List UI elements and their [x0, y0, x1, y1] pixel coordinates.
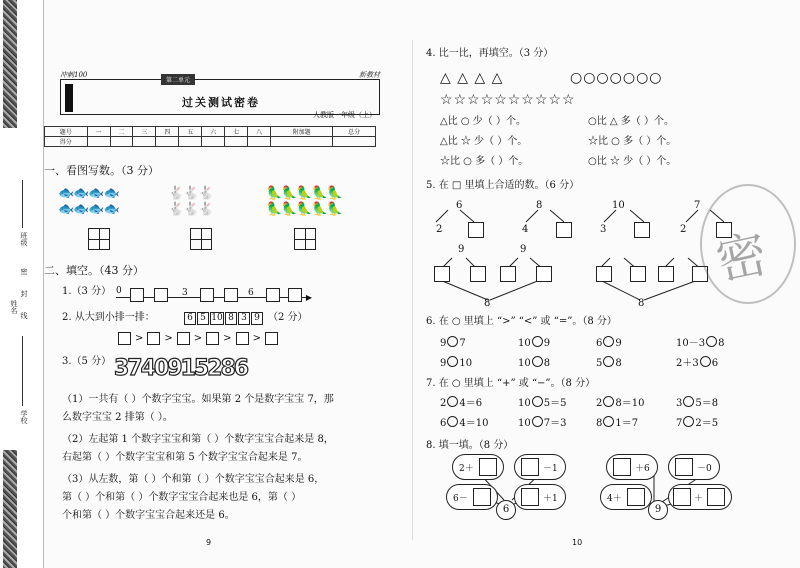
operand: 2 — [440, 398, 447, 409]
bond-base: 8 — [484, 298, 491, 309]
operand: 7＝3 — [543, 418, 567, 429]
operand: 8 — [718, 338, 725, 349]
operand: 9 — [543, 338, 551, 349]
score-cell[interactable] — [156, 137, 179, 147]
compare-blank[interactable] — [447, 336, 458, 347]
operand: 9 — [615, 338, 622, 349]
operand: 7 — [676, 418, 683, 429]
score-cell[interactable] — [202, 137, 225, 147]
score-cell[interactable] — [333, 137, 376, 147]
bond-top: 7 — [694, 200, 701, 211]
bond-top: 10 — [612, 200, 625, 211]
q7-item — [676, 394, 718, 414]
expr-blank[interactable] — [521, 488, 539, 506]
bond-blank[interactable] — [500, 266, 516, 282]
number-card: 9 — [251, 312, 263, 325]
grade-label: 人教版一年级（上） — [313, 111, 376, 119]
operator-blank[interactable] — [447, 416, 458, 427]
operand: 1＝7 — [615, 418, 639, 429]
score-cell[interactable] — [248, 137, 271, 147]
operand: 5＝8 — [695, 398, 719, 409]
expr-blank[interactable] — [707, 488, 725, 506]
operator-blank[interactable] — [532, 396, 543, 407]
q6-item — [518, 334, 596, 354]
operand: 10 — [459, 358, 473, 369]
q2-2-score: （2 分） — [268, 312, 308, 323]
expr-blank[interactable] — [613, 458, 631, 476]
score-header: 二 — [110, 127, 133, 137]
order-blank[interactable] — [236, 332, 249, 345]
gt-sign: > — [164, 333, 173, 344]
answer-box[interactable] — [190, 228, 212, 250]
q7-row — [440, 394, 718, 414]
score-header: 附加题 — [271, 127, 333, 137]
bond-blank[interactable] — [630, 266, 646, 282]
score-header: 六 — [202, 127, 225, 137]
q2-1-label: 1.（3 分） — [62, 286, 112, 297]
expr-text: ＋1 — [543, 494, 558, 504]
order-blank[interactable] — [118, 332, 131, 345]
q6-row — [440, 334, 724, 354]
operand: 2 — [596, 398, 603, 409]
cloud-box — [514, 454, 566, 480]
binding-strip — [3, 450, 17, 568]
q6-title: 6. 在 ○ 里填上 “>” “<” 或 “=”。（8 分） — [426, 316, 617, 327]
operand: 10 — [518, 398, 531, 409]
digit-babies: 3740915286 — [114, 356, 248, 381]
number-card: 6 — [184, 312, 196, 325]
gt-sign: > — [223, 333, 232, 344]
number-line-label: 0 — [116, 286, 122, 296]
q7-title: 7. 在 ○ 里填上 “+” 或 “−”。（8 分） — [426, 378, 596, 389]
expr-blank[interactable] — [521, 458, 539, 476]
expr-text: －0 — [697, 464, 712, 474]
gutter-line — [22, 180, 23, 228]
bond-top: 9 — [520, 244, 527, 255]
q4-line: ○比 △ 多（ ）个。 — [588, 116, 674, 127]
picture-ducks: 🐟🐟🐟🐟 🐟🐟🐟🐟 — [58, 186, 119, 217]
operand: 2＝5 — [695, 418, 719, 429]
picture-rabbits: 🐇🐇🐇 🐇🐇🐇 — [168, 186, 214, 217]
q6-item — [676, 334, 724, 354]
operator-blank[interactable] — [603, 416, 614, 427]
center-number: 9 — [648, 500, 668, 520]
expr-text: ＋ — [694, 494, 704, 504]
gt-sign: > — [193, 333, 203, 344]
score-header: 四 — [156, 127, 179, 137]
q6-grid — [440, 334, 724, 374]
center-number: 6 — [496, 500, 516, 520]
expr-blank[interactable] — [675, 458, 693, 476]
expr-text: ＋6 — [635, 464, 650, 474]
compare-blank[interactable] — [603, 356, 614, 367]
operator-blank[interactable] — [683, 416, 694, 427]
expr-text: －1 — [543, 464, 558, 474]
expr-blank[interactable] — [473, 488, 491, 506]
number-line — [116, 286, 312, 306]
binding-strip — [3, 0, 17, 128]
operand: 5＝5 — [543, 398, 567, 409]
picture-birds: 🦜🦜🦜🦜🦜 🦜🦜🦜🦜🦜 — [266, 186, 342, 217]
q8-title: 8. 填一填。（8 分） — [426, 440, 514, 451]
operand: 10 — [518, 338, 531, 349]
score-cell[interactable] — [110, 137, 133, 147]
q5-title: 5. 在 □ 里填上合适的数。（6 分） — [426, 180, 580, 191]
score-header: 七 — [225, 127, 248, 137]
q2-3-label: 3.（5 分） — [62, 356, 112, 367]
stars-row: ☆☆☆☆☆☆☆☆☆☆ — [440, 92, 576, 108]
number-line-label: 3 — [182, 288, 188, 298]
q2-2-label: 2. 从大到小排一排： — [62, 312, 155, 323]
bond-top: 9 — [458, 244, 465, 255]
number-line-blank[interactable] — [224, 288, 238, 302]
order-blank[interactable] — [177, 332, 190, 345]
paper-header — [60, 70, 380, 120]
operator-blank[interactable] — [447, 396, 458, 407]
cloud-box — [668, 454, 720, 480]
number-bond-lines — [430, 196, 730, 316]
order-blank[interactable] — [265, 332, 278, 345]
score-header: 总分 — [333, 127, 376, 137]
number-card: 8 — [225, 312, 237, 325]
operand: 4＝6 — [459, 398, 483, 409]
operand: 6 — [440, 418, 447, 429]
q7-item — [596, 394, 676, 414]
q4-line: ○比 ☆ 少（ ）个。 — [588, 156, 677, 167]
number-card: 5 — [197, 312, 209, 325]
operator-blank[interactable] — [683, 396, 694, 407]
series-name: 冲刺100 — [60, 71, 88, 79]
operand: 2＋3 — [676, 358, 699, 369]
score-header: 题号 — [45, 127, 88, 137]
triangles-row: △ △ △ △ — [440, 70, 504, 86]
edition-label: 新教材 — [359, 71, 380, 79]
number-cards — [184, 312, 263, 325]
operand: 8＝10 — [615, 398, 645, 409]
bond-part: 2 — [680, 224, 687, 235]
seal-char: 密 — [20, 268, 28, 275]
number-card: 3 — [238, 312, 250, 325]
section1-title: 一、看图写数。（3 分） — [44, 164, 159, 177]
paper-title: 过关测试密卷 — [182, 96, 260, 109]
bond-part: 4 — [522, 224, 529, 235]
score-header: 五 — [179, 127, 202, 137]
operand: 8 — [596, 418, 603, 429]
q4-line: ☆比 ○ 多（ ）个。 — [588, 136, 677, 147]
bond-part: 2 — [436, 224, 443, 235]
binding-gutter — [0, 0, 44, 568]
score-cell[interactable] — [271, 137, 333, 147]
seal-char: 封 — [20, 290, 28, 297]
number-card: 10 — [211, 313, 223, 323]
q7-item — [440, 394, 518, 414]
q6-item — [440, 354, 518, 374]
expr-text: 4＋ — [607, 494, 622, 504]
operand: 10 — [518, 358, 531, 369]
number-line-label: 6 — [248, 288, 254, 298]
number-line-blank[interactable] — [154, 288, 168, 302]
q2-3-line: （3）从左数，第（ ）个和第（ ）个数字宝宝合起来是 6， — [62, 474, 325, 485]
expr-text: 6－ — [453, 494, 468, 504]
q6-item — [676, 354, 718, 374]
q7-row — [440, 414, 718, 434]
operand: 5 — [596, 358, 603, 369]
compare-blank[interactable] — [532, 356, 543, 367]
order-blanks — [118, 332, 278, 345]
q7-item — [518, 394, 596, 414]
operand: 4＝10 — [459, 418, 489, 429]
q2-3-line: 右起第（ ）个数字宝宝和第 5 个数字宝宝合起来是 7。 — [62, 452, 308, 463]
q4-line: △比 ☆ 少（ ）个。 — [440, 136, 528, 147]
number-line-blank[interactable] — [200, 288, 214, 302]
answer-box[interactable] — [294, 228, 316, 250]
bond-blank[interactable] — [658, 266, 674, 282]
q6-item — [596, 354, 676, 374]
cloud-box — [452, 454, 504, 480]
seal-stamp — [700, 184, 796, 304]
q7-item — [676, 414, 718, 434]
q2-3-line: 么数字宝宝 2 排第（ ）。 — [62, 412, 173, 423]
q2-3-line: 第（ ）个和第（ ）个数字宝宝合起来也是 6，第（ ） — [62, 492, 302, 503]
bond-base: 8 — [638, 298, 645, 309]
number-line-blank[interactable] — [266, 288, 280, 302]
score-table — [44, 126, 376, 147]
stamp-char: 密 — [711, 224, 773, 292]
circles-row: ○○○○○○○ — [570, 70, 663, 86]
gt-sign: > — [135, 333, 144, 344]
q7-item — [596, 414, 676, 434]
compare-blank[interactable] — [706, 336, 717, 347]
operand: 8 — [615, 358, 622, 369]
q2-3-line: （2）左起第 1 个数字宝宝和第（ ）个数字宝宝合起来是 8， — [62, 434, 334, 445]
q7-grid — [440, 394, 718, 434]
bond-blank[interactable] — [434, 266, 450, 282]
arrow-right-icon: ▶ — [305, 293, 312, 302]
q4-line: ☆比 ○ 多（ ）个。 — [440, 156, 529, 167]
q4-line: △比 ○ 少（ ）个。 — [440, 116, 526, 127]
order-blank[interactable] — [206, 332, 219, 345]
compare-blank[interactable] — [700, 356, 711, 367]
bond-top: 8 — [536, 200, 543, 211]
operator-blank[interactable] — [532, 416, 543, 427]
bond-blank[interactable] — [556, 222, 572, 238]
gutter-label-name: 姓名 — [10, 300, 18, 314]
bond-part: 3 — [600, 224, 607, 235]
score-cell[interactable] — [179, 137, 202, 147]
compare-blank[interactable] — [447, 356, 458, 367]
operand: 6 — [711, 358, 719, 369]
bond-blank[interactable] — [470, 266, 486, 282]
operand: 9 — [440, 338, 447, 349]
score-cell[interactable] — [225, 137, 248, 147]
q6-item — [596, 334, 676, 354]
expr-blank[interactable] — [627, 488, 645, 506]
score-cell[interactable] — [87, 137, 110, 147]
page-number: 9 — [206, 538, 212, 547]
cloud-box — [446, 484, 498, 510]
bond-blank[interactable] — [536, 266, 552, 282]
q7-item — [518, 414, 596, 434]
operand: 10 — [518, 418, 531, 429]
compare-blank[interactable] — [603, 336, 614, 347]
q2-3-line: 个和第（ ）个数字宝宝合起来还是 6。 — [62, 510, 235, 521]
q7-item — [440, 414, 518, 434]
compare-blank[interactable] — [532, 336, 543, 347]
operand: 3 — [676, 398, 683, 409]
bond-top: 6 — [456, 200, 463, 211]
q2-3-line: （1）一共有（ ）个数字宝宝。如果第 2 个是数字宝宝 7，那 — [62, 394, 334, 405]
unit-badge: 第二单元 — [161, 74, 195, 85]
score-header: 三 — [133, 127, 156, 137]
operator-blank[interactable] — [603, 396, 614, 407]
section2-title: 二、填空。（43 分） — [44, 264, 144, 277]
expr-blank[interactable] — [673, 488, 691, 506]
cloud-box — [514, 484, 566, 510]
cloud-box — [600, 484, 652, 510]
cloud-box — [606, 454, 658, 480]
operand: 8 — [543, 358, 551, 369]
operand: 10－3 — [676, 338, 706, 349]
q6-row — [440, 354, 724, 374]
q4-title: 4. 比一比，再填空。（3 分） — [426, 48, 554, 59]
score-cell[interactable] — [133, 137, 156, 147]
bond-blank[interactable] — [596, 266, 612, 282]
number-line-blank[interactable] — [130, 288, 144, 302]
page-divider — [412, 40, 413, 540]
number-line-blank[interactable] — [288, 288, 302, 302]
order-blank[interactable] — [147, 332, 160, 345]
q6-item — [518, 354, 596, 374]
expr-blank[interactable] — [479, 458, 497, 476]
answer-box[interactable] — [88, 228, 110, 250]
page-number: 10 — [572, 538, 583, 547]
score-row-label: 得分 — [45, 137, 88, 147]
seal-char: 线 — [20, 312, 28, 319]
operand: 7 — [459, 338, 466, 349]
score-header: 八 — [248, 127, 271, 137]
cloud-box — [668, 484, 732, 510]
q6-item — [440, 334, 518, 354]
gutter-line — [22, 336, 23, 406]
gutter-label-class: 班级 — [20, 232, 28, 246]
bond-blank[interactable] — [634, 222, 650, 238]
bond-blank[interactable] — [468, 222, 484, 238]
score-header: 一 — [87, 127, 110, 137]
expr-text: 2＋ — [459, 464, 474, 474]
gt-sign: > — [252, 333, 261, 344]
operand: 9 — [440, 358, 447, 369]
gutter-label-school: 学校 — [20, 410, 28, 424]
operand: 6 — [596, 338, 603, 349]
